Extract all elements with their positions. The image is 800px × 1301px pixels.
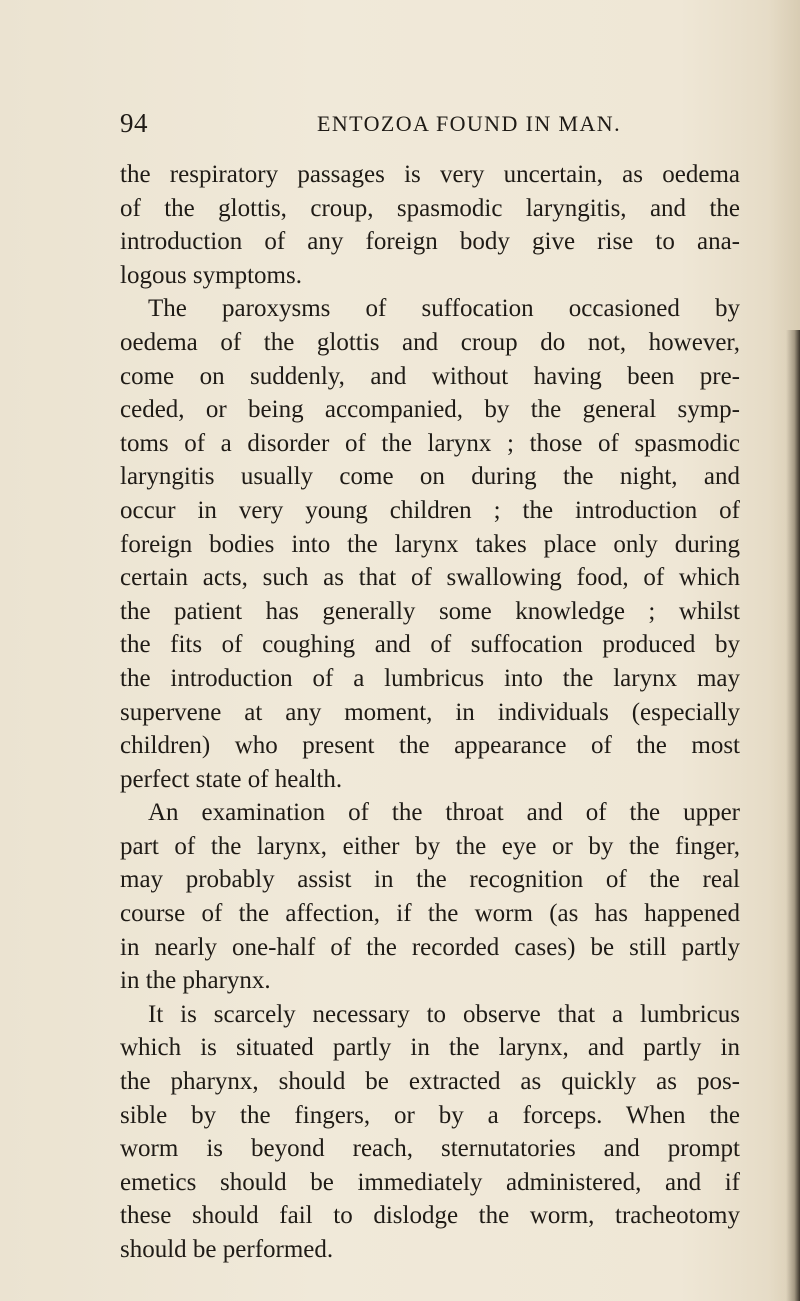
page-gutter-shadow bbox=[786, 330, 800, 1301]
page-number: 94 bbox=[120, 108, 148, 138]
text-line: come on suddenly, and without having been pre- bbox=[120, 362, 740, 390]
text-line: the pharynx, should be extracted as quickly as pos- bbox=[120, 1068, 740, 1096]
text-line: children) who present the appearance of the most bbox=[120, 732, 740, 760]
text-line: the patient has generally some knowledge ; whilst bbox=[120, 597, 740, 625]
text-line: sible by the fingers, or by a forceps. When the bbox=[120, 1101, 740, 1129]
text-line: in nearly one-half of the recorded cases) be still partly bbox=[120, 933, 740, 961]
text-line: certain acts, such as that of swallowing food, of which bbox=[120, 564, 740, 592]
text-line: introduction of any foreign body give rise to ana- bbox=[120, 228, 740, 256]
text-line: ceded, or being accompanied, by the general symp- bbox=[120, 396, 740, 424]
text-line: of the glottis, croup, spasmodic laryngitis, and the bbox=[120, 194, 740, 222]
text-line: the respiratory passages is very uncertain, as oedema bbox=[120, 161, 740, 188]
running-title: ENTOZOA FOUND IN MAN. bbox=[317, 111, 621, 136]
text-line: toms of a disorder of the larynx ; those of spasmodic bbox=[120, 429, 740, 457]
text-line: foreign bodies into the larynx takes place only during bbox=[120, 530, 740, 558]
text-line: emetics should be immediately administered, and if bbox=[120, 1168, 740, 1196]
body-text bbox=[120, 158, 740, 1267]
text-line: logous symptoms. bbox=[120, 261, 302, 289]
text-line: which is situated partly in the larynx, and partly in bbox=[120, 1034, 740, 1062]
text-line: may probably assist in the recognition of the real bbox=[120, 866, 740, 894]
paragraph-start-line: It is scarcely necessary to observe that a lumbricus bbox=[148, 1000, 740, 1028]
text-line: occur in very young children ; the introduction of bbox=[120, 496, 740, 524]
paragraph-start-line: The paroxysms of suffocation occasioned by bbox=[148, 295, 740, 323]
text-line: part of the larynx, either by the eye or by the finger, bbox=[120, 832, 740, 860]
text-line: these should fail to dislodge the worm, tracheotomy bbox=[120, 1202, 740, 1230]
text-line: laryngitis usually come on during the night, and bbox=[120, 463, 740, 491]
text-line: course of the affection, if the worm (as has happened bbox=[120, 900, 740, 928]
text-line: should be performed. bbox=[120, 1236, 334, 1263]
paragraph-start-line: An examination of the throat and of the upper bbox=[148, 799, 740, 827]
text-line: perfect state of health. bbox=[120, 765, 343, 793]
text-line: supervene at any moment, in individuals (especially bbox=[120, 698, 740, 726]
text-line: oedema of the glottis and croup do not, however, bbox=[120, 328, 740, 356]
text-line: worm is beyond reach, sternutatories and prompt bbox=[120, 1135, 740, 1163]
text-line: in the pharynx. bbox=[120, 967, 271, 995]
text-line: the fits of coughing and of suffocation produced by bbox=[120, 631, 740, 659]
text-line: the introduction of a lumbricus into the larynx may bbox=[120, 664, 740, 692]
running-head bbox=[120, 108, 740, 138]
